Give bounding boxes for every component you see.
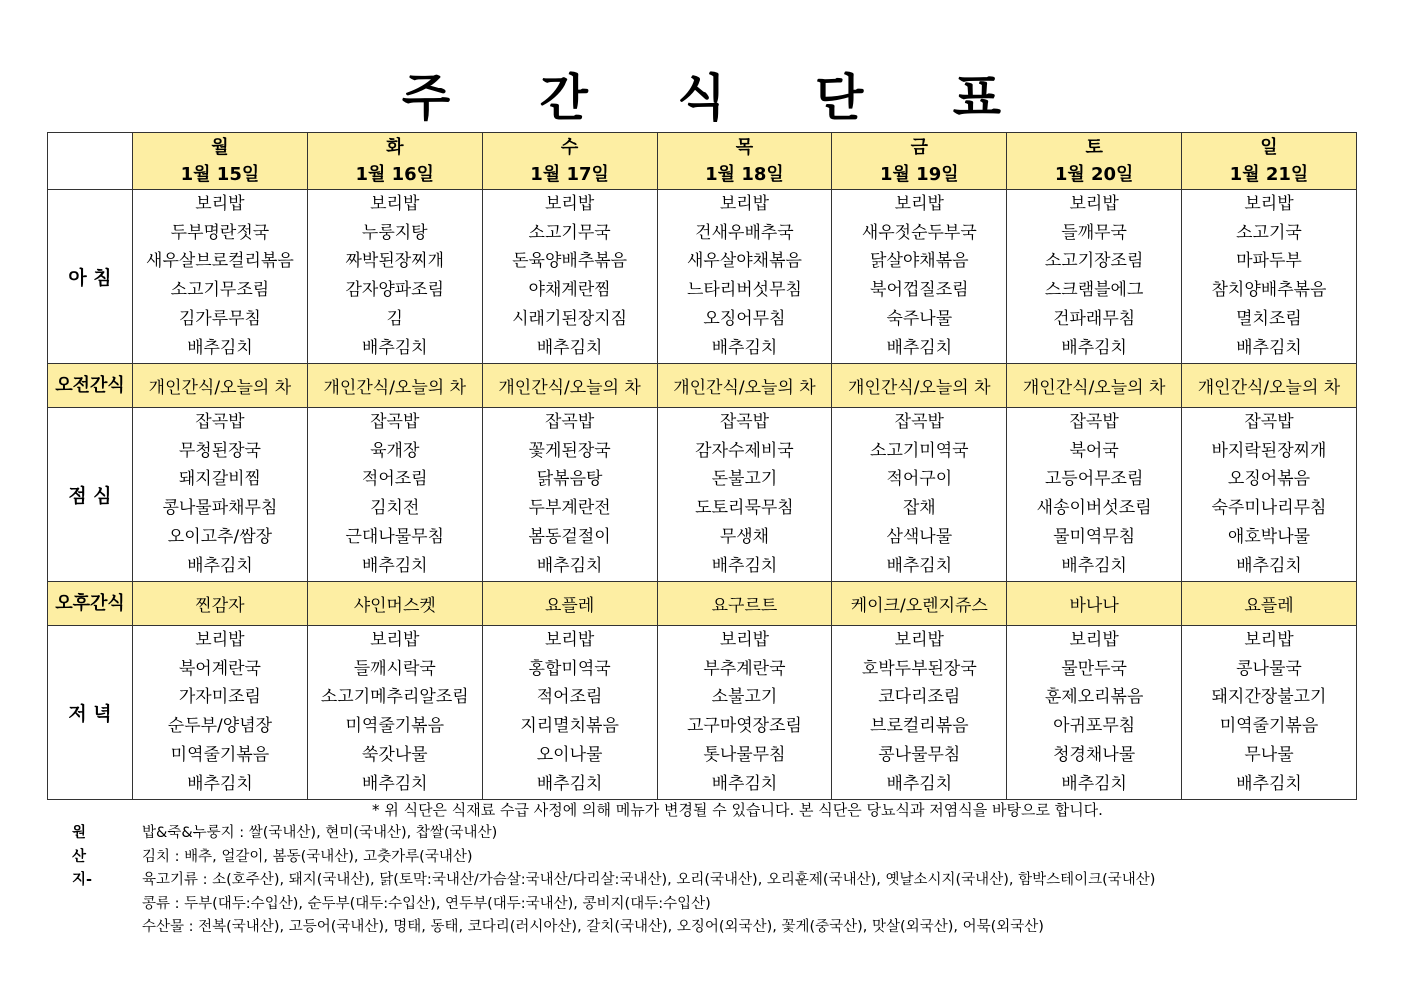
menu-item: 보리밥 [544,194,595,214]
date-label: 1월 15일 [180,164,260,185]
weekly-menu-table [47,132,1357,800]
snack-item: 개인간식/오늘의 차 [307,364,482,408]
weekday-label: 화 [386,137,404,158]
date-label: 1월 19일 [879,164,959,185]
menu-item: 적어구이 [886,469,953,490]
day-header [482,133,657,190]
menu-item: 감자수제비국 [695,440,794,461]
menu-item: 마파두부 [1236,251,1302,272]
weekday-label: 금 [910,137,928,158]
menu-note: * 위 식단은 식재료 수급 사정에 의해 메뉴가 변경될 수 있습니다. 본 식단은 당뇨식과 저염식을 바탕으로 합니다. [372,801,1103,819]
meal-cell [657,190,832,364]
menu-item: 무생채 [719,526,770,547]
menu-item: 배추김치 [1236,337,1302,358]
page-title: 주 간 식 단 표 [401,69,1038,127]
menu-item: 콩나물파채무침 [162,498,278,519]
snack-item: 개인간식/오늘의 차 [832,364,1007,408]
menu-item: 배추김치 [886,337,953,358]
menu-item: 콩나물국 [1236,658,1302,679]
menu-item: 배추김치 [711,555,778,576]
menu-item: 배추김치 [886,773,953,794]
menu-item: 잡곡밥 [370,412,420,432]
menu-item: 돼지간장불고기 [1211,687,1327,708]
origin-line: 육고기류 : 소(호주산), 돼지(국내산), 닭(토막:국내산/가슴살:국내산/다리살:국내산), 오리(국내산), 오리훈제(국내산), 옛날소시지(국내산), 함박스테이크(국내산) [142,872,1156,889]
lunch-row [48,408,1357,582]
am-snack-row [48,364,1357,408]
menu-item: 배추김치 [361,337,428,358]
meal-cell [832,190,1007,364]
snack-item: 샤인머스켓 [307,582,482,626]
menu-item: 근대나물무침 [345,526,445,547]
meal-cell [1182,626,1357,800]
dinner-row [48,626,1357,800]
meal-cell [657,408,832,582]
menu-item: 배추김치 [711,773,778,794]
meal-cell [133,408,308,582]
menu-item: 지리멸치볶음 [520,716,619,737]
weekday-label: 목 [735,137,754,158]
menu-item: 보리밥 [894,194,944,214]
menu-item: 배추김치 [1061,555,1127,576]
menu-item: 보리밥 [195,194,245,214]
menu-item: 배추김치 [1061,773,1127,794]
menu-item: 브로컬리볶음 [870,716,969,737]
menu-item: 오징어무침 [703,308,786,329]
meal-cell [482,190,657,364]
pm-snack-row [48,582,1357,626]
menu-item: 두부계란전 [528,498,611,519]
lunch-label: 점 심 [48,408,133,582]
menu-item: 보리밥 [719,630,770,650]
menu-item: 배추김치 [1236,773,1302,794]
dinner-label: 저 녁 [48,626,133,800]
snack-item: 바나나 [1007,582,1182,626]
menu-item: 미역줄기볶음 [345,716,445,737]
table-corner [48,133,133,190]
menu-item: 느타리버섯무침 [686,280,802,301]
menu-item: 돈육양배추볶음 [512,251,628,272]
day-header [1182,133,1357,190]
menu-item: 무나물 [1244,744,1294,765]
meal-cell [832,626,1007,800]
date-label: 1월 18일 [705,164,784,185]
menu-item: 숙주나물 [886,308,953,329]
menu-item: 건새우배추국 [695,222,794,243]
origin-line: 수산물 : 전복(국내산), 고등어(국내산), 명태, 동태, 코다리(러시아산), 갈치(국내산), 오징어(외국산), 꽃게(중국산), 맛살(외국산), 어묵(외국산) [142,919,1044,936]
menu-item: 김치전 [370,498,420,519]
menu-item: 미역줄기볶음 [170,744,270,765]
snack-item: 요플레 [1182,582,1357,626]
menu-item: 도토리묵무침 [695,498,794,519]
snack-item: 개인간식/오늘의 차 [1007,364,1182,408]
snack-item: 요구르트 [657,582,832,626]
meal-cell [1182,408,1357,582]
meal-cell [133,626,308,800]
menu-item: 삼색나물 [886,526,953,547]
meal-cell [1182,190,1357,364]
menu-item: 보리밥 [719,194,770,214]
menu-item: 소고기미역국 [870,440,969,461]
menu-item: 잡곡밥 [1244,412,1294,432]
menu-item: 스크램블에그 [1044,280,1144,301]
menu-item: 소고기무조림 [170,280,270,301]
breakfast-row [48,190,1357,364]
menu-item: 배추김치 [361,773,428,794]
menu-item: 잡곡밥 [894,412,944,432]
menu-item: 아귀포무침 [1053,716,1136,737]
menu-item: 돈불고기 [711,469,778,490]
menu-item: 오이나물 [536,744,603,765]
menu-item: 보리밥 [544,630,595,650]
menu-item: 배추김치 [536,555,603,576]
meal-cell [307,626,482,800]
origin-line: 밥&죽&누룽지 : 쌀(국내산), 현미(국내산), 찹쌀(국내산) [142,825,498,841]
menu-item: 부추계란국 [703,658,786,679]
day-header [307,133,482,190]
menu-item: 보리밥 [370,194,420,214]
menu-item: 보리밥 [1244,630,1294,650]
menu-item: 멸치조림 [1236,308,1302,329]
date-label: 1월 21일 [1229,164,1309,185]
menu-item: 꽃게된장국 [528,440,611,461]
menu-item: 보리밥 [1069,194,1119,214]
menu-item: 참치양배추볶음 [1211,280,1327,301]
origin-line: 콩류 : 두부(대두:수입산), 순두부(대두:수입산), 연두부(대두:국내산), 콩비지(대두:수입산) [142,895,711,912]
weekday-label: 월 [211,137,229,158]
menu-item: 소고기무국 [528,222,611,243]
meal-cell [1007,190,1182,364]
snack-item: 개인간식/오늘의 차 [657,364,832,408]
origin-lines [142,822,1155,940]
origin-line: 김치 : 배추, 얼갈이, 봄동(국내산), 고춧가루(국내산) [142,848,473,865]
menu-item: 들깨시락국 [353,658,436,679]
menu-item: 잡곡밥 [195,412,245,432]
menu-item: 배추김치 [886,555,953,576]
menu-item: 보리밥 [1069,630,1119,650]
menu-item: 닭볶음탕 [536,469,603,490]
date-label: 1월 16일 [355,164,435,185]
meal-cell [1007,408,1182,582]
menu-item: 청경채나물 [1053,744,1136,765]
weekday-label: 토 [1085,137,1103,158]
snack-item: 케이크/오렌지쥬스 [832,582,1007,626]
menu-item: 배추김치 [536,773,603,794]
menu-item: 톳나물무침 [703,744,786,765]
menu-item: 소고기메추리알조림 [320,687,469,708]
menu-item: 짜박된장찌개 [345,251,445,272]
snack-item: 찐감자 [133,582,308,626]
meal-cell [133,190,308,364]
menu-item: 잡채 [902,498,936,519]
meal-cell [832,408,1007,582]
menu-item: 순두부/양념장 [167,716,273,737]
menu-item: 오징어볶음 [1227,469,1311,490]
menu-item: 닭살야채볶음 [870,251,969,272]
meal-cell [482,626,657,800]
origin-label: 원산지- [72,825,93,889]
menu-item: 잡곡밥 [544,412,595,432]
menu-item: 시래기된장지짐 [512,308,628,329]
day-header [133,133,308,190]
breakfast-label: 아 침 [48,190,133,364]
menu-item: 새우살야채볶음 [686,251,802,272]
snack-item: 개인간식/오늘의 차 [133,364,308,408]
menu-item: 보리밥 [370,630,420,650]
menu-item: 홍합미역국 [528,658,611,679]
menu-item: 호박두부된장국 [861,658,977,679]
menu-item: 소고기장조림 [1044,251,1144,272]
menu-item: 소고기국 [1236,222,1302,243]
menu-item: 가자미조림 [178,687,261,708]
menu-item: 북어껍질조림 [870,280,969,301]
menu-item: 육개장 [370,440,420,461]
menu-item: 돼지갈비찜 [178,469,261,490]
snack-item: 요플레 [482,582,657,626]
menu-item: 감자양파조림 [345,280,445,301]
menu-item: 바지락된장찌개 [1211,440,1327,461]
meal-cell [657,626,832,800]
snack-item: 개인간식/오늘의 차 [1182,364,1357,408]
meal-cell [307,408,482,582]
menu-item: 적어조림 [536,687,603,708]
menu-item: 콩나물무침 [878,744,961,765]
menu-item: 배추김치 [711,337,778,358]
menu-item: 보리밥 [1244,194,1294,214]
menu-item: 잡곡밥 [719,412,770,432]
weekday-label: 일 [1260,137,1278,158]
date-label: 1월 20일 [1054,164,1134,185]
menu-item: 누룽지탕 [361,222,428,243]
meal-cell [482,408,657,582]
menu-item: 고구마엿장조림 [686,716,802,737]
menu-item: 애호박나물 [1227,526,1311,547]
menu-item: 봄동겉절이 [528,526,611,547]
menu-item: 새우살브로컬리볶음 [146,251,294,272]
menu-item: 배추김치 [1236,555,1302,576]
menu-item: 두부명란젓국 [170,222,270,243]
menu-item: 물미역무침 [1053,526,1136,547]
menu-item: 적어조림 [361,469,428,490]
meal-cell [1007,626,1182,800]
day-header [832,133,1007,190]
menu-item: 새우젓순두부국 [861,222,977,243]
menu-item: 무청된장국 [178,440,261,461]
weekday-label: 수 [560,137,579,158]
menu-item: 들깨무국 [1061,222,1127,243]
menu-item: 배추김치 [187,337,253,358]
menu-item: 북어국 [1069,440,1119,461]
day-header [657,133,832,190]
menu-item: 훈제오리볶음 [1044,687,1144,708]
menu-item: 북어계란국 [178,658,261,679]
menu-item: 오이고추/쌈장 [167,526,273,547]
menu-item: 숙주미나리무침 [1211,498,1327,519]
menu-item: 소불고기 [711,687,778,708]
meal-cell [307,190,482,364]
menu-item: 보리밥 [894,630,944,650]
menu-item: 야채계란찜 [528,280,611,301]
day-header [1007,133,1182,190]
menu-item: 고등어무조림 [1044,469,1144,490]
menu-item: 코다리조림 [878,687,961,708]
date-label: 1월 17일 [530,164,609,185]
menu-item: 배추김치 [187,773,253,794]
menu-item: 물만두국 [1061,658,1127,679]
menu-item: 김가루무침 [178,308,261,329]
am-snack-label: 오전간식 [48,364,133,408]
menu-item: 쑥갓나물 [361,744,428,765]
menu-item: 배추김치 [187,555,253,576]
menu-item: 새송이버섯조림 [1036,498,1152,519]
menu-item: 미역줄기볶음 [1219,716,1319,737]
menu-item: 건파래무침 [1053,308,1136,329]
menu-item: 잡곡밥 [1069,412,1119,432]
menu-item: 배추김치 [1061,337,1127,358]
snack-item: 개인간식/오늘의 차 [482,364,657,408]
menu-item: 배추김치 [361,555,428,576]
menu-item: 김 [386,308,403,329]
menu-item: 보리밥 [195,630,245,650]
menu-item: 배추김치 [536,337,603,358]
pm-snack-label: 오후간식 [48,582,133,626]
